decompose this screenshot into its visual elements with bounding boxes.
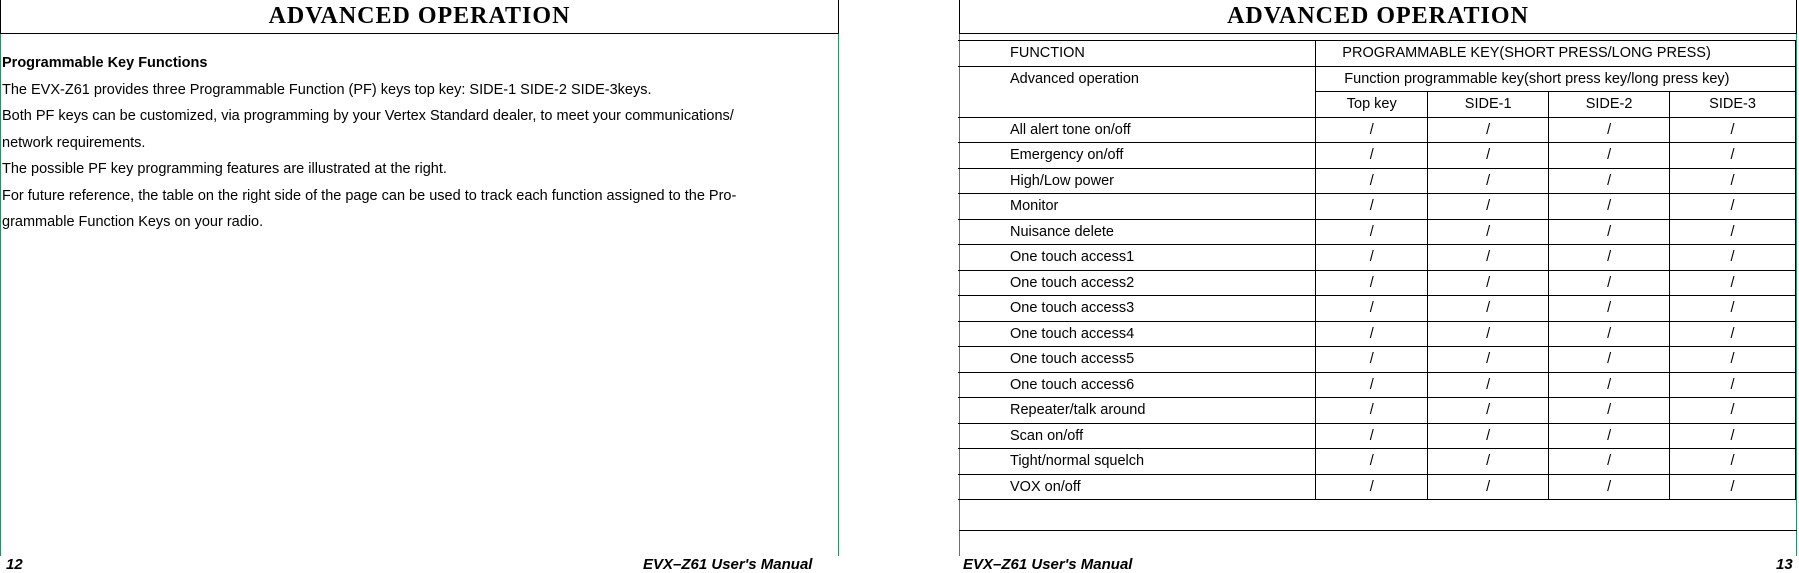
assignment-cell: /: [1670, 296, 1796, 322]
assignment-cell: /: [1670, 423, 1796, 449]
paragraph-line: grammable Function Keys on your radio.: [2, 214, 264, 230]
advanced-operation-label: Advanced operation: [958, 66, 1316, 117]
assignment-cell: /: [1428, 143, 1549, 169]
function-name-cell: Scan on/off: [958, 423, 1316, 449]
assignment-cell: /: [1670, 168, 1796, 194]
assignment-cell: /: [1316, 194, 1428, 220]
key-header-side3: SIDE-3: [1670, 92, 1796, 118]
table-header-row: [958, 41, 1796, 67]
table-row: [958, 194, 1796, 220]
assignment-cell: /: [1670, 270, 1796, 296]
function-name-cell: One touch access3: [958, 296, 1316, 322]
right-page: [958, 0, 1799, 572]
function-name-cell: All alert tone on/off: [958, 117, 1316, 143]
assignment-cell: /: [1428, 194, 1549, 220]
assignment-cell: /: [1428, 321, 1549, 347]
assignment-cell: /: [1670, 321, 1796, 347]
assignment-cell: /: [1428, 398, 1549, 424]
assignment-cell: /: [1316, 168, 1428, 194]
assignment-cell: /: [1428, 168, 1549, 194]
col-function-header: FUNCTION: [958, 41, 1316, 67]
assignment-cell: /: [1316, 143, 1428, 169]
assignment-cell: /: [1316, 245, 1428, 271]
assignment-cell: /: [1670, 398, 1796, 424]
table-row: [958, 168, 1796, 194]
assignment-cell: /: [1549, 194, 1670, 220]
table-row: [958, 219, 1796, 245]
assignment-cell: /: [1428, 449, 1549, 475]
assignment-cell: /: [1670, 347, 1796, 373]
assignment-cell: /: [1316, 219, 1428, 245]
paragraph-line: For future reference, the table on the right side of the page can be used to track each function assigned to the Pro-: [2, 187, 737, 204]
table-row: [958, 372, 1796, 398]
assignment-cell: /: [1549, 423, 1670, 449]
assignment-cell: /: [1670, 245, 1796, 271]
function-name-cell: VOX on/off: [958, 474, 1316, 500]
assignment-cell: /: [1549, 219, 1670, 245]
function-name-cell: One touch access2: [958, 270, 1316, 296]
advanced-operation-desc: Function programmable key(short press key/long press key): [1316, 66, 1796, 92]
table-row: [958, 474, 1796, 500]
table-row: [958, 449, 1796, 475]
left-page-margin-rule: [0, 0, 1, 556]
paragraph-line: The possible PF key programming features are illustrated at the right.: [2, 161, 447, 177]
assignment-cell: /: [1316, 474, 1428, 500]
function-name-cell: Tight/normal squelch: [958, 449, 1316, 475]
paragraph-line: Both PF keys can be customized, via programming by your Vertex Standard dealer, to meet your communications/: [2, 108, 734, 124]
assignment-cell: /: [1428, 117, 1549, 143]
assignment-cell: /: [1428, 474, 1549, 500]
table-row: [958, 321, 1796, 347]
section-heading: Programmable Key Functions: [2, 55, 208, 71]
assignment-cell: /: [1316, 270, 1428, 296]
table-row: [958, 143, 1796, 169]
assignment-cell: /: [1316, 321, 1428, 347]
assignment-cell: /: [1549, 347, 1670, 373]
function-name-cell: One touch access4: [958, 321, 1316, 347]
function-name-cell: One touch access1: [958, 245, 1316, 271]
assignment-cell: /: [1316, 296, 1428, 322]
table-row: [958, 296, 1796, 322]
function-name-cell: High/Low power: [958, 168, 1316, 194]
paragraph-line: network requirements.: [2, 134, 146, 151]
assignment-cell: /: [1316, 423, 1428, 449]
assignment-cell: /: [1549, 270, 1670, 296]
paragraph-line: The EVX-Z61 provides three Programmable Function (PF) keys top key: SIDE-1 SIDE-2 SIDE-3keys.: [2, 81, 652, 98]
function-name-cell: Repeater/talk around: [958, 398, 1316, 424]
assignment-cell: /: [1428, 245, 1549, 271]
right-page-right-rule: [1796, 0, 1797, 556]
assignment-cell: /: [1549, 296, 1670, 322]
assignment-cell: /: [1670, 449, 1796, 475]
assignment-cell: /: [1428, 423, 1549, 449]
assignment-cell: /: [1670, 474, 1796, 500]
table-row: [958, 423, 1796, 449]
table-row: [958, 270, 1796, 296]
assignment-cell: /: [1549, 168, 1670, 194]
right-manual-title: EVX–Z61 User's Manual: [963, 556, 1133, 573]
key-header-top: Top key: [1316, 92, 1428, 118]
col-programmable-header: PROGRAMMABLE KEY(SHORT PRESS/LONG PRESS): [1316, 41, 1796, 67]
function-name-cell: One touch access6: [958, 372, 1316, 398]
table-row: [958, 347, 1796, 373]
function-name-cell: One touch access5: [958, 347, 1316, 373]
assignment-cell: /: [1549, 143, 1670, 169]
key-header-side1: SIDE-1: [1428, 92, 1549, 118]
function-name-cell: Nuisance delete: [958, 219, 1316, 245]
assignment-cell: /: [1428, 347, 1549, 373]
assignment-cell: /: [1670, 219, 1796, 245]
assignment-cell: /: [1316, 398, 1428, 424]
table-row: [958, 398, 1796, 424]
assignment-cell: /: [1316, 372, 1428, 398]
left-page-number: 12: [6, 556, 23, 573]
function-name-cell: Monitor: [958, 194, 1316, 220]
left-page-body: [2, 50, 832, 236]
table-row: [958, 117, 1796, 143]
assignment-cell: /: [1670, 143, 1796, 169]
left-manual-title: EVX–Z61 User's Manual: [643, 556, 813, 573]
key-header-side2: SIDE-2: [1549, 92, 1670, 118]
right-page-header: ADVANCED OPERATION: [959, 0, 1797, 34]
assignment-cell: /: [1428, 372, 1549, 398]
left-page-right-rule: [838, 0, 839, 556]
advanced-operation-row: [958, 66, 1796, 92]
assignment-cell: /: [1670, 117, 1796, 143]
assignment-cell: /: [1316, 347, 1428, 373]
assignment-cell: /: [1549, 398, 1670, 424]
table-row: [958, 245, 1796, 271]
left-page-header: ADVANCED OPERATION: [0, 0, 839, 34]
assignment-cell: /: [1549, 449, 1670, 475]
assignment-cell: /: [1549, 474, 1670, 500]
assignment-cell: /: [1316, 117, 1428, 143]
left-page: [0, 0, 840, 572]
function-name-cell: Emergency on/off: [958, 143, 1316, 169]
assignment-cell: /: [1428, 296, 1549, 322]
assignment-cell: /: [1549, 321, 1670, 347]
table-bottom-strip: [959, 530, 1797, 551]
assignment-cell: /: [1670, 372, 1796, 398]
assignment-cell: /: [1549, 245, 1670, 271]
assignment-cell: /: [1428, 219, 1549, 245]
assignment-cell: /: [1549, 372, 1670, 398]
assignment-cell: /: [1316, 449, 1428, 475]
assignment-cell: /: [1670, 194, 1796, 220]
pf-key-table: [958, 40, 1796, 500]
assignment-cell: /: [1428, 270, 1549, 296]
assignment-cell: /: [1549, 117, 1670, 143]
right-page-number: 13: [1776, 556, 1793, 573]
